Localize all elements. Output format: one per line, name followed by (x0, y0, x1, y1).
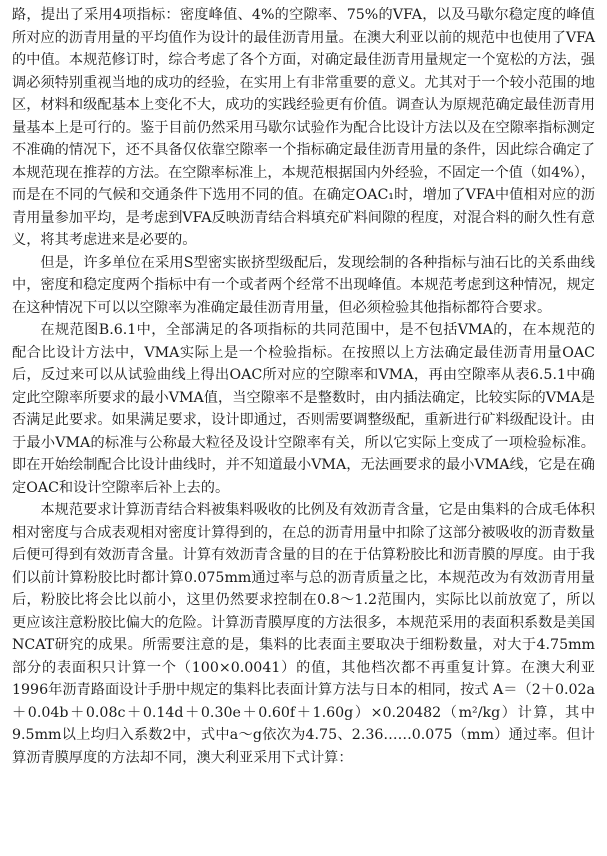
paragraph-s-type-gradation: 但是，许多单位在采用S型密实嵌挤型级配后，发现绘制的各种指标与油石比的关系曲线中，密度和稳定度两个指标中有一个或者两个经常不出现峰值。本规范考虑到这种情况，规定在这种情况下可以以空隙率为准确定最佳沥青用量，但必须检验其他指标都符合要求。 (12, 254, 595, 316)
paragraph-effective-asphalt-content: 本规范要求计算沥青结合料被集料吸收的比例及有效沥青含量，它是由集料的合成毛体积相对密度与合成表观相对密度计算得到的，在总的沥青用量中扣除了这部分被吸收的沥青数量后便可得到有效沥青含量。计算有效沥青含量的目的在于估算粉胶比和沥青膜的厚度。由于我们以前计算粉胶比时都计算0.075mm通过率与总的沥青质量之比，本规范改为有效沥青用量后，粉胶比将会比以前小，这里仍然要求控制在0.8～1.2范围内，实际比以前放宽了，所以更应该注意粉胶比偏大的危险。计算沥青膜厚度的方法很多，本规范采用的表面积系数是美国NCAT研究的成果。所需要注意的是，集料的比表面主要取决于细粉数量，对大于4.75mm部分的表面积只计算一个（100×0.0041）的值，其他档次都不再重复计算。在澳大利亚1996年沥青路面设计手册中规定的集料比表面计算方法与日本的相同，按式 A＝（2＋0.02a＋0.04b＋0.08c＋0.14d＋0.30e＋0.60f＋1.60g）×0.20482（m²/kg）计算，其中9.5mm以上均归入系数2中，式中a～g依次为4.75、2.36……0.075（mm）通过率。但计算沥青膜厚度的方法却不同，澳大利亚采用下式计算： (12, 502, 595, 766)
paragraph-optimum-asphalt-content: 路，提出了采用4项指标：密度峰值、4%的空隙率、75%的VFA，以及马歇尔稳定度的峰值所对应的沥青用量的平均值作为设计的最佳沥青用量。在澳大利亚以前的规范中也使用了VFA的中值。本规范修订时，综合考虑了各个方面，对确定最佳沥青用量规定一个宽松的方法，强调必须特别重视当地的成功的经验，在实用上有非常重要的意义。尤其对于一个较小范围的地区，材料和级配基本上变化不大，成功的实践经验更有价值。调查认为原规范确定最佳沥青用量基本上是可行的。鉴于目前仍然采用马歇尔试验作为配合比设计方法以及在空隙率指标测定不准确的情况下，还不具备仅依靠空隙率一个指标确定最佳沥青用量的条件，因此综合确定了本规范现在推荐的方法。在空隙率标准上，本规范根据国内外经验，不固定一个值（如4%），而是在不同的气候和交通条件下选用不同的值。在确定OAC₁时，增加了VFA中值相对应的沥青用量参加平均，是考虑到VFA反映沥青结合料填充矿料间隙的程度，对混合料的耐久性有意义，将其考虑进来是必要的。 (12, 7, 595, 248)
paragraph-vma-check: 在规范图B.6.1中，全部满足的各项指标的共同范围中，是不包括VMA的，在本规范的配合比设计方法中，VMA实际上是一个检验指标。在按照以上方法确定最佳沥青用量OAC后，反过来可以从试验曲线上得出OAC所对应的空隙率和VMA，再由空隙率从表6.5.1中确定此空隙率所要求的最小VMA值，当空隙率不是整数时，由内插法确定，比较实际的VMA是否满足此要求。如果满足要求，设计即通过，否则需要调整级配，重新进行矿料级配设计。由于最小VMA的标准与公称最大粒径及设计空隙率有关，所以它实际上变成了一项检验标准。即在开始绘制配合比设计曲线时，并不知道最小VMA，无法画要求的最小VMA线，它是在确定OAC和设计空隙率后补上去的。 (12, 322, 595, 496)
